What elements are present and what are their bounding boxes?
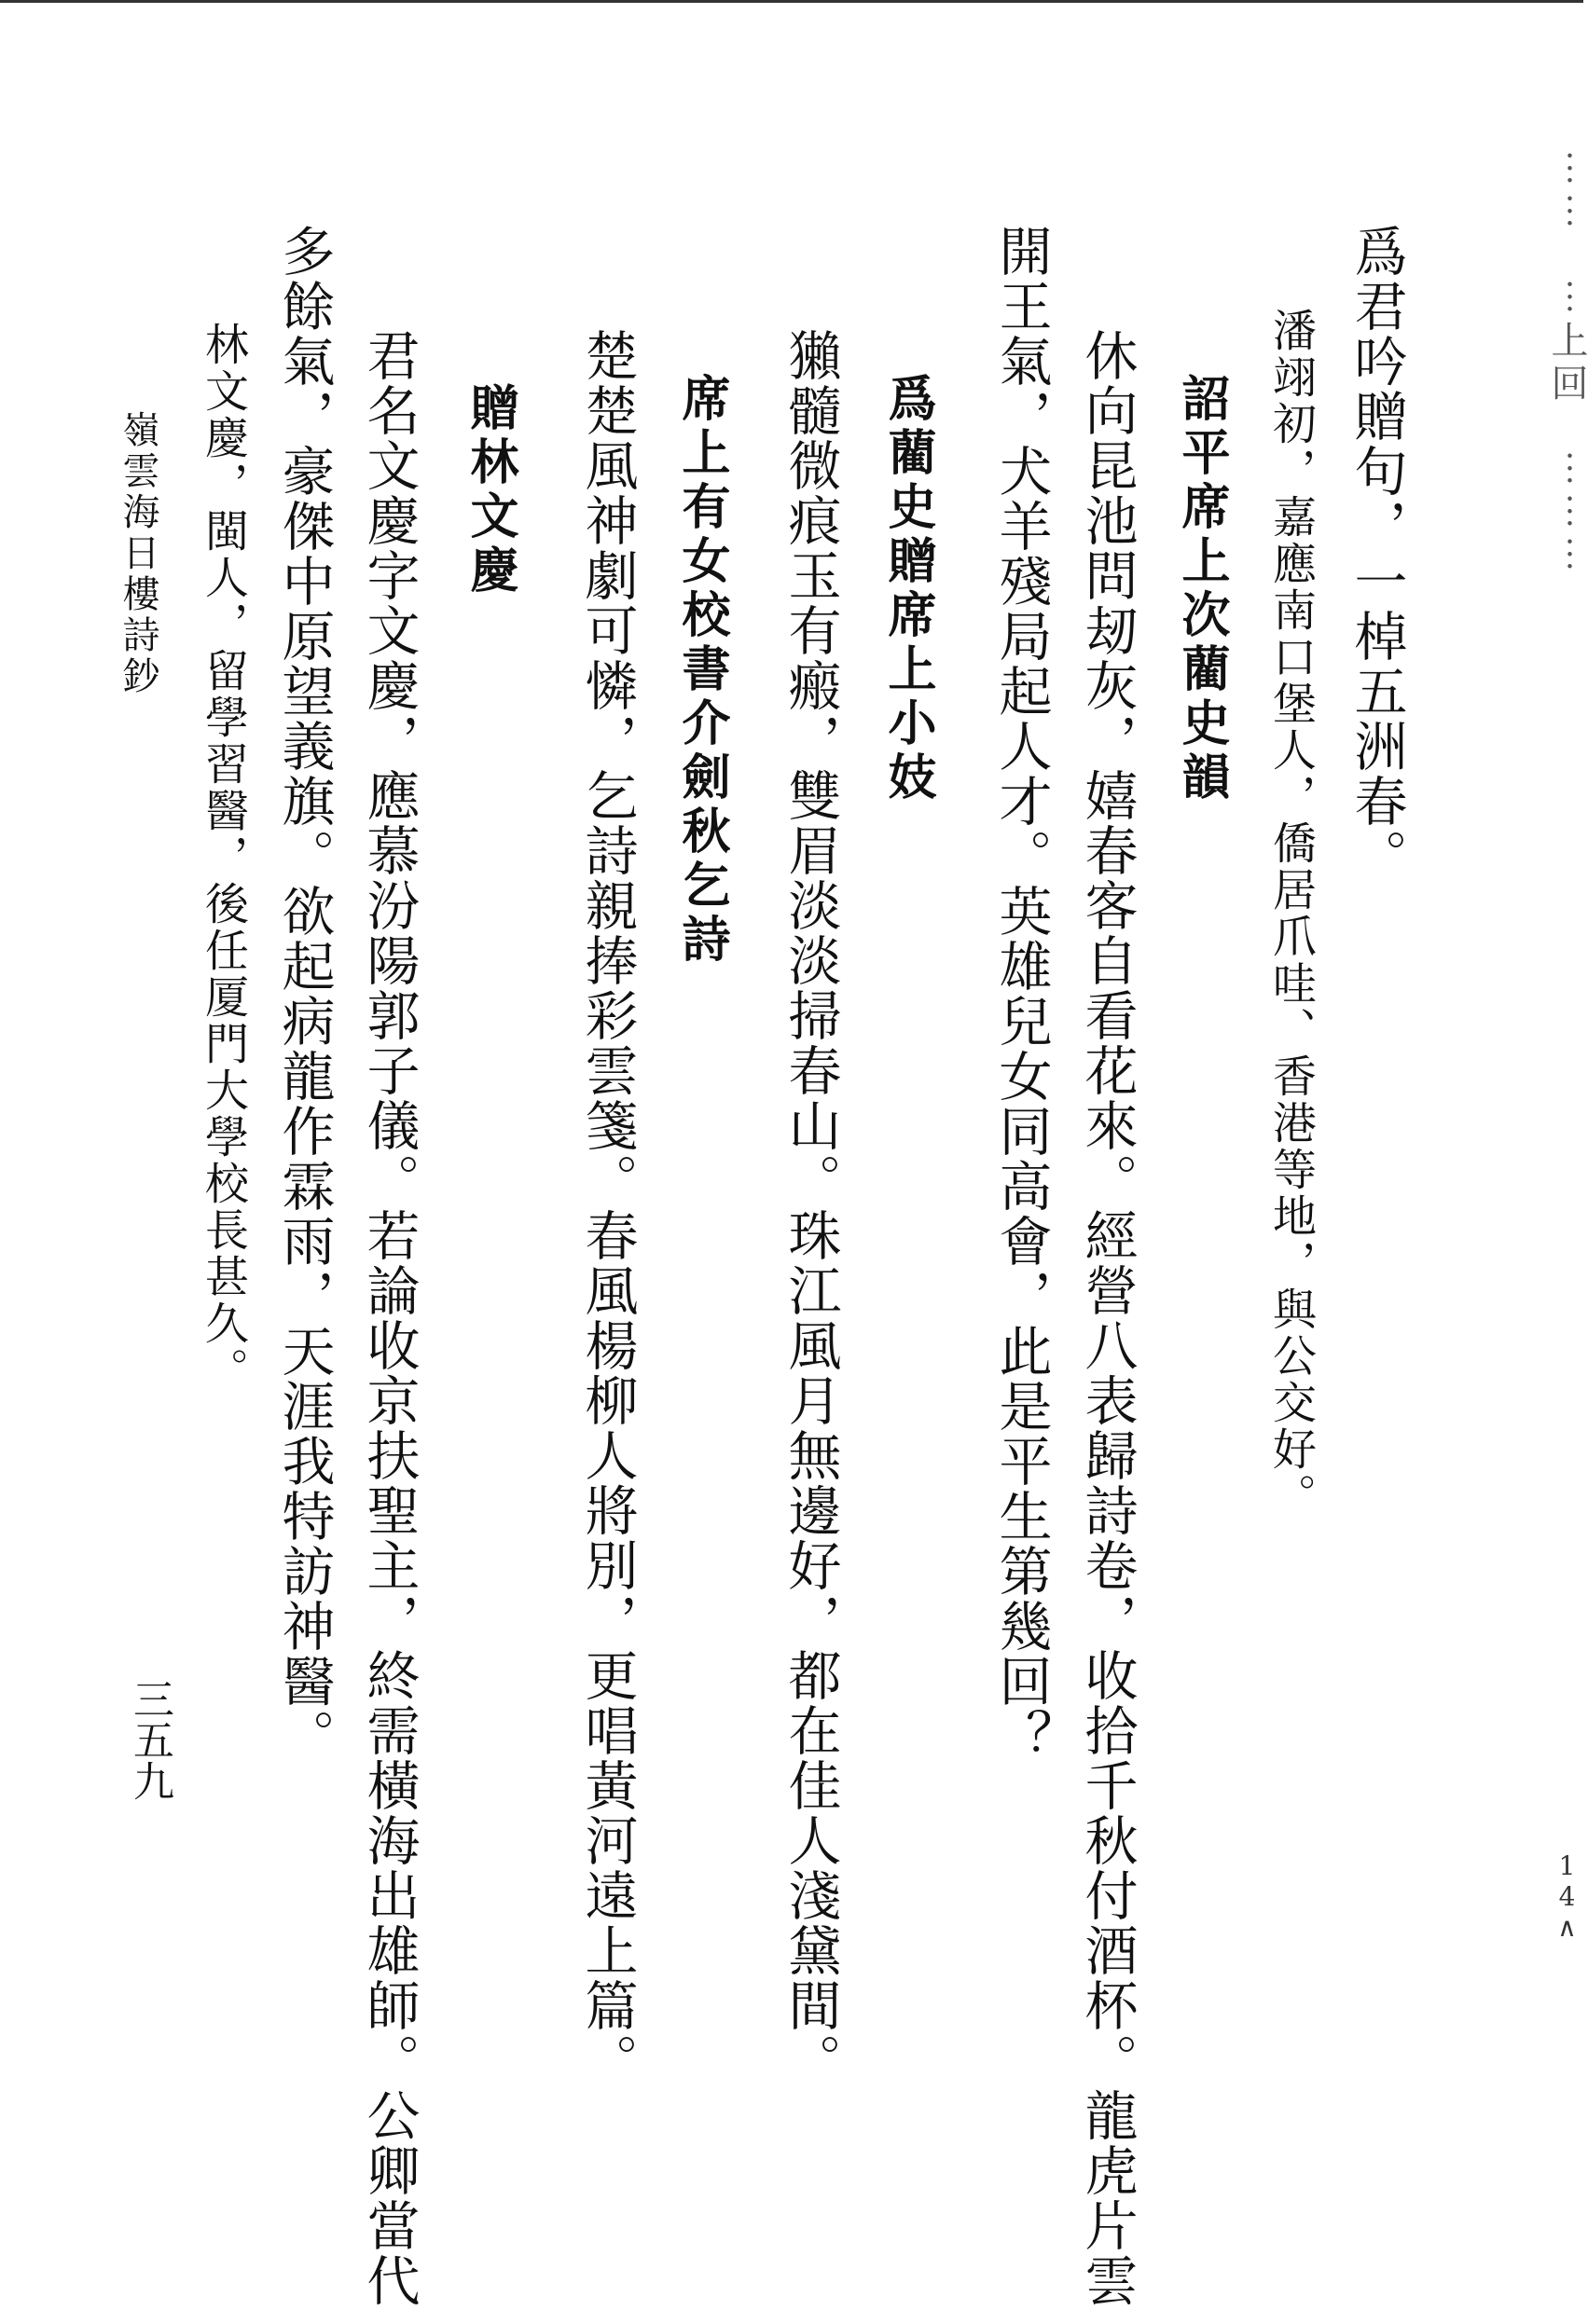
page-number: 三五九 — [126, 1678, 173, 1801]
margin-book-title: 嶺雲海日樓詩鈔 — [117, 410, 159, 697]
header-fragment: ⋯⋯ ⋯上回 ⋯⋯⋯ — [1545, 149, 1588, 578]
poem-title: 贈林文慶 — [462, 382, 518, 598]
poem-line: 休向昆池問刼灰，嬉春客自看花來。經營八表歸詩卷，收拾千秋付酒杯。龍虎片雲 — [1076, 328, 1138, 2308]
poem-line: 多餘氣，豪傑中原望義旗。欲起病龍作霖雨，天涯我特訪神醫。 — [273, 224, 335, 1764]
top-rule — [0, 0, 1583, 3]
annotation-note: 林文慶，閩人，留學習醫，後任厦門大學校長甚久。 — [198, 322, 249, 1394]
poem-line: 君名文慶字文慶，應慕汾陽郭子儀。若論收京扶聖主，終需橫海出雄師。公卿當代 — [358, 328, 420, 2308]
annotation-note: 潘翊初，嘉應南口堡人，僑居爪哇、香港等地，與公交好。 — [1265, 308, 1317, 1520]
poem-line: 獺髓微痕玉有瘢，雙眉淡淡掃春山。珠江風月無邊好，都在佳人淺黛間。 — [780, 328, 841, 2088]
poem-line: 楚楚風神劇可憐，乞詩親捧彩雲箋。春風楊柳人將別，更唱黃河遠上篇。 — [576, 328, 638, 2088]
poem-title: 爲藺史贈席上小妓 — [879, 373, 936, 805]
poem-title: 詔平席上次藺史韻 — [1173, 373, 1230, 805]
poem-line: 開王氣，犬羊殘局起人才。英雄兒女同高會，此是平生第幾回？ — [990, 224, 1052, 1764]
poem-title: 席上有女校書介劍秋乞詩 — [673, 373, 730, 968]
poem-line: 爲君吟贈句，一棹五洲春。 — [1346, 224, 1407, 884]
edge-page-mark: 14∧ — [1552, 1850, 1582, 1943]
